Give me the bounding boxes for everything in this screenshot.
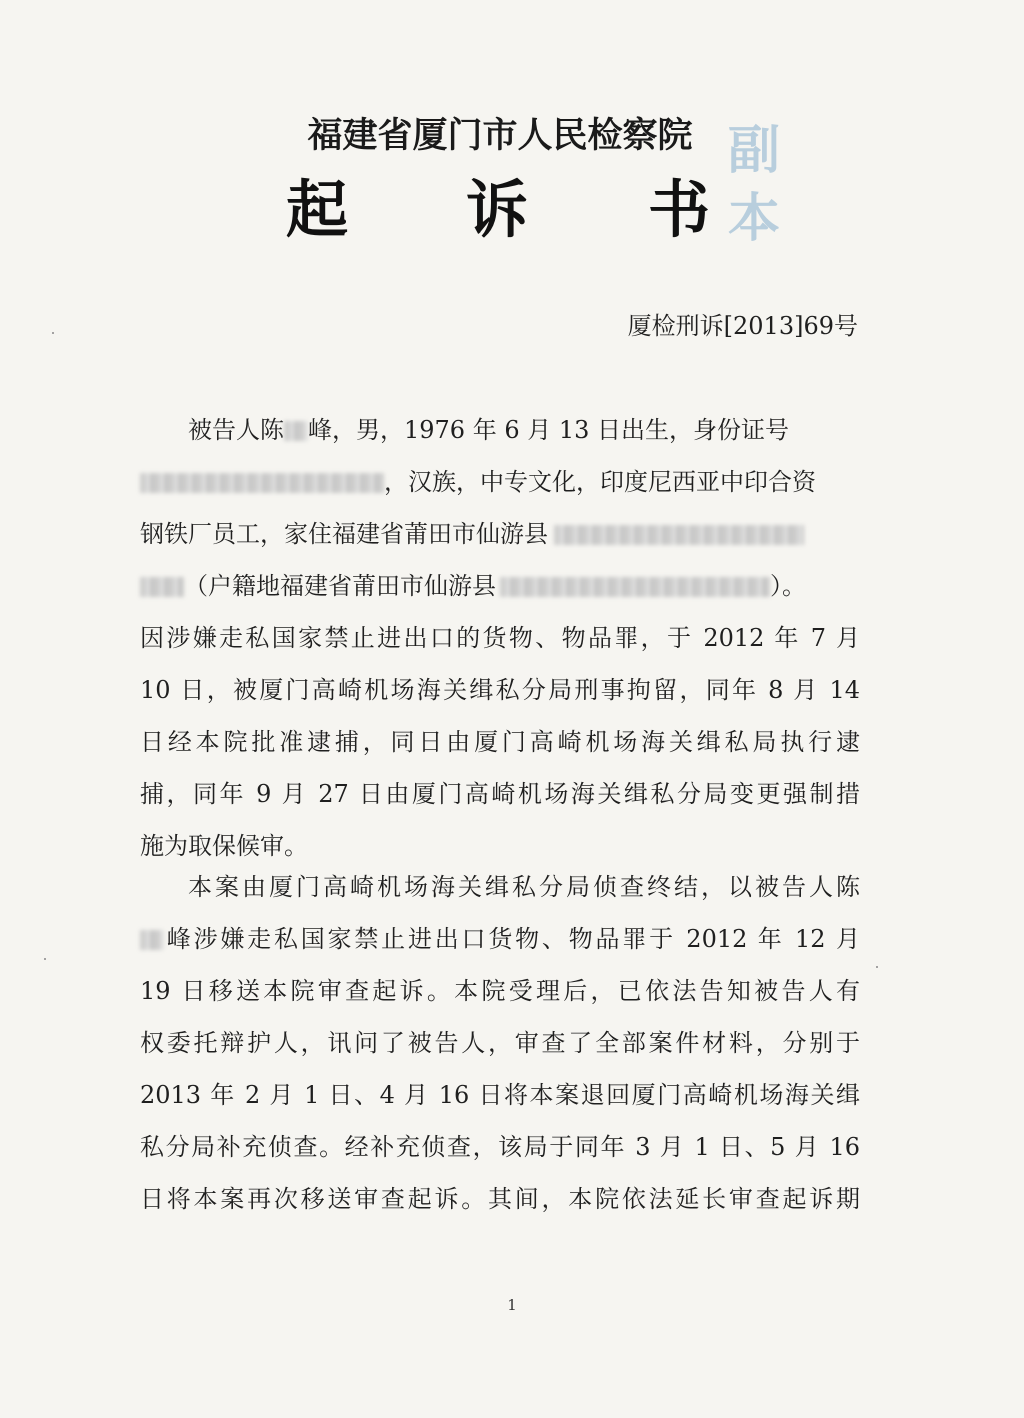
para1-line6: 10 日，被厦门高崎机场海关缉私分局刑事拘留，同年 8 月 14 — [140, 676, 860, 704]
scan-speck — [52, 332, 54, 334]
para1-line1 — [188, 405, 860, 455]
para1-line5: 因涉嫌走私国家禁止进出口的货物、物品罪，于 2012 年 7 月 — [140, 624, 860, 652]
scan-speck — [44, 958, 46, 960]
title-char-2: 诉 — [466, 173, 529, 246]
redacted-name — [140, 930, 164, 950]
para2-line5: 2013 年 2 月 1 日、4 月 16 日将本案退回厦门高崎机场海关缉 — [140, 1081, 860, 1109]
text-segment: ）。 — [770, 572, 806, 600]
text-segment: 峰涉嫌走私国家禁止进出口货物、物品罪于 2012 年 12 月 — [164, 925, 860, 953]
text-segment: （户籍地福建省莆田市仙游县 — [184, 572, 496, 600]
document-number: 厦检刑诉[2013]69号 — [627, 312, 858, 340]
para2-line4: 权委托辩护人，讯问了被告人，审查了全部案件材料，分别于 — [140, 1029, 860, 1057]
para2-line6: 私分局补充侦查。经补充侦查，该局于同年 3 月 1 日、5 月 16 — [140, 1133, 860, 1161]
para1-line8: 捕，同年 9 月 27 日由厦门高崎机场海关缉私分局变更强制措 — [140, 780, 860, 808]
svg-text:本: 本 — [728, 189, 781, 249]
text-segment: 峰，男，1976 年 6 月 13 日出生，身份证号 — [308, 416, 790, 444]
para2-line1: 本案由厦门高崎机场海关缉私分局侦查终结，以被告人陈 — [188, 873, 860, 901]
para2-line3: 19 日移送本院审查起诉。本院受理后，已依法告知被告人有 — [140, 977, 860, 1005]
document-title — [286, 160, 736, 246]
text-segment: 钢铁厂员工，家住福建省莆田市仙游县 — [140, 520, 548, 548]
para2-line7: 日将本案再次移送审查起诉。其间，本院依法延长审查起诉期 — [140, 1185, 860, 1213]
svg-text:副: 副 — [728, 121, 781, 181]
title-char-1: 起 — [286, 173, 349, 246]
para1-line2 — [140, 457, 860, 507]
redacted-address-cont — [140, 577, 184, 597]
text-segment: 被告人陈 — [188, 416, 284, 444]
redacted-id-number — [140, 473, 384, 493]
redacted-address — [554, 525, 804, 545]
title-char-3: 书 — [648, 173, 711, 246]
page-number: 1 — [507, 1296, 517, 1314]
para1-line4 — [140, 561, 860, 611]
para2-line2 — [140, 914, 860, 964]
text-segment: ，汉族，中专文化，印度尼西亚中印合资 — [384, 468, 816, 496]
para1-line9: 施为取保候审。 — [140, 832, 308, 860]
procuratorate-name: 福建省厦门市人民检察院 — [307, 116, 693, 156]
redacted-registered-address — [500, 577, 770, 597]
scan-speck — [876, 966, 878, 968]
para1-line3 — [140, 509, 860, 559]
redacted-name — [284, 421, 308, 441]
para1-line7: 日经本院批准逮捕，同日由厦门高崎机场海关缉私局执行逮 — [140, 728, 860, 756]
